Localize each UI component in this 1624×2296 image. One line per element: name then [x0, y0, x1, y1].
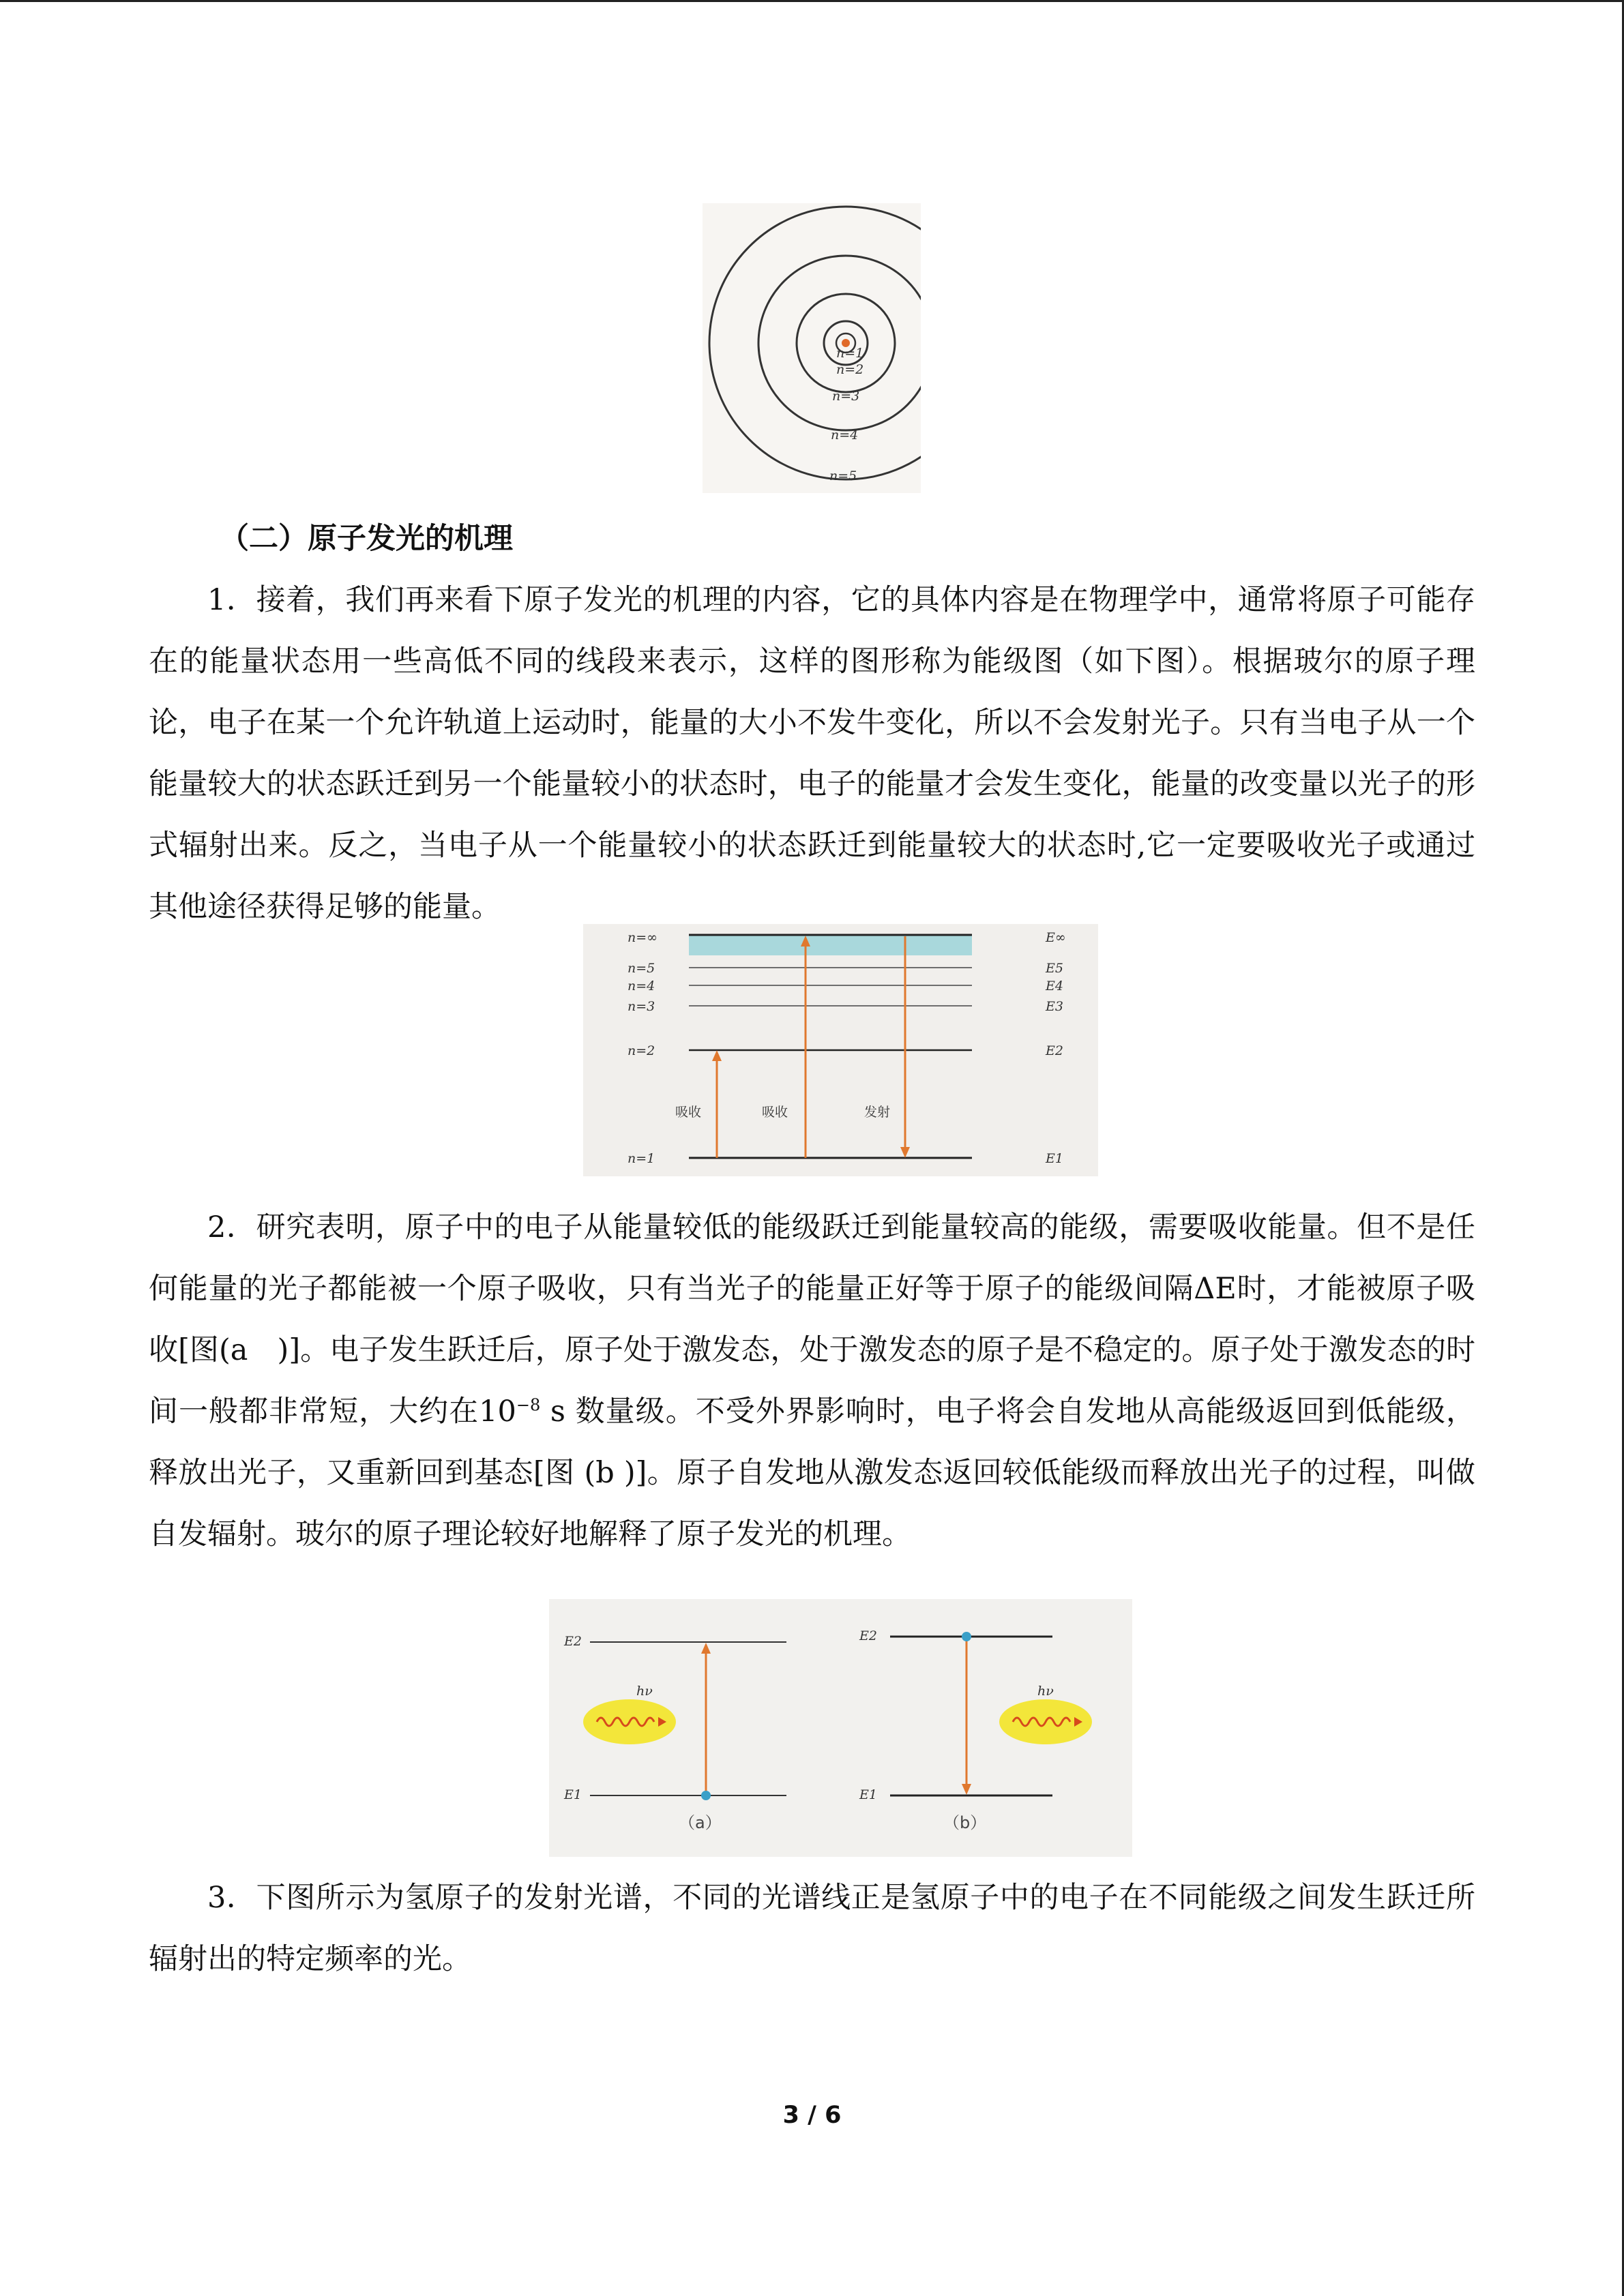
panel-b-photon-label: hν — [1037, 1684, 1054, 1699]
paragraph-1 — [149, 569, 1475, 938]
paragraph-3-text: 3．下图所示为氢原子的发射光谱，不同的光谱线正是氢原子中的电子在不同能级之间发生跃迁所辐射出的特定频率的光。 — [149, 1881, 1475, 1976]
panel-b-e1-label: E1 — [859, 1787, 877, 1802]
energy-label-4: E4 — [1046, 979, 1063, 994]
orbit-label-3: n=3 — [832, 389, 860, 404]
section-heading: （二）原子发光的机理 — [220, 522, 513, 556]
emit-label: 发射 — [864, 1105, 891, 1120]
energy-label-3: E3 — [1046, 999, 1063, 1014]
energy-label-2: E2 — [1046, 1043, 1063, 1058]
bohr-orbit-figure — [703, 203, 921, 493]
page-number: 3 / 6 — [782, 2102, 842, 2129]
panel-b-label: （b） — [943, 1813, 987, 1832]
panel-a-e1-label: E1 — [564, 1787, 582, 1802]
orbit-label-2: n=2 — [836, 362, 864, 377]
paragraph-2-text-b: s 数量级。不受外界影响时，电子将会自发地从高能级返回到低能级，释放出光子，又重新回到基态[图 (b )]。原子自发地从激发态返回较低能级而释放出光子的过程，叫做自发辐射。玻尔的原子理论较好地解释了原子发光的机理。 — [149, 1395, 1475, 1551]
level-label-1: n=1 — [628, 1151, 655, 1166]
paragraph-2 — [149, 1197, 1475, 1565]
energy-label-5: E5 — [1046, 961, 1063, 976]
absorb-label-1: 吸收 — [675, 1105, 702, 1120]
paragraph-1-text: 1．接着，我们再来看下原子发光的机理的内容，它的具体内容是在物理学中，通常将原子可能存在的能量状态用一些高低不同的线段来表示，这样的图形称为能级图（如下图）。根据玻尔的原子理论，电子在某一个允许轨道上运动时，能量的大小不发牛变化，所以不会发射光子。只有当电子从一个能量较大的状态跃迁到另一个能量较小的状态时，电子的能量才会发生变化，能量的改变量以光子的形式辐射出来。反之，当电子从一个能量较小的状态跃迁到能量较大的状态时,它一定要吸收光子或通过其他途径获得足够的能量。 — [149, 583, 1475, 924]
absorb-label-2: 吸收 — [762, 1105, 788, 1120]
paragraph-2-text-a: 2．研究表明，原子中的电子从能量较低的能级跃迁到能量较高的能级，需要吸收能量。但不是任何能量的光子都能被一个原子吸收，只有当光子的能量正好等于原子的能级间隔ΔE时，才能被原子吸收[图(a )]。电子发生跃迁后，原子处于激发态，处于激发态的原子是不稳定的。原子处于激发态的时间一般都非常短，大约在10 — [149, 1210, 1475, 1429]
paragraph-3 — [149, 1867, 1475, 1990]
level-label-2: n=2 — [628, 1043, 655, 1058]
panel-b-e2-label: E2 — [859, 1628, 877, 1643]
orbit-label-4: n=4 — [831, 428, 859, 443]
level-label-5: n=5 — [628, 961, 655, 976]
panel-a-photon-label: hν — [636, 1684, 653, 1699]
level-label-4: n=4 — [628, 979, 655, 994]
panel-a-e2-label: E2 — [564, 1634, 582, 1649]
energy-level-figure — [583, 924, 1098, 1176]
level-label-3: n=3 — [628, 999, 655, 1014]
page-border-top — [0, 0, 1624, 2]
orbit-label-5: n=5 — [829, 468, 857, 483]
energy-label-inf: E∞ — [1046, 930, 1066, 945]
panel-a-label: （a） — [679, 1813, 722, 1832]
transition-figure — [549, 1599, 1132, 1857]
level-label-inf: n=∞ — [628, 930, 658, 945]
paragraph-2-exponent: −8 — [516, 1395, 541, 1415]
energy-label-1: E1 — [1046, 1151, 1063, 1166]
orbit-label-1: n=1 — [836, 346, 864, 361]
